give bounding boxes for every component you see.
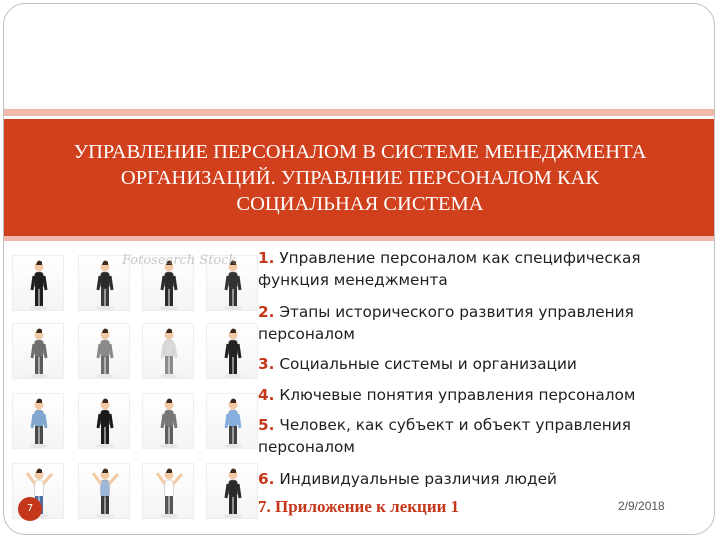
- topic-text: Человек, как субъект и объект управления персоналом: [258, 416, 631, 456]
- person-photo-man-cheering: [142, 463, 194, 519]
- person-photo-man-in-dark-suit-2: [206, 323, 258, 379]
- watermark-text: Fotosearch Stock: [122, 253, 237, 268]
- person-photo-man-jumping: [78, 463, 130, 519]
- title-top-stripe: [4, 109, 715, 116]
- topic-text: Управление персоналом как специфическая функция менеджмента: [258, 249, 641, 289]
- topic-text: Этапы исторического развития управления персоналом: [258, 303, 634, 343]
- slide-title: УПРАВЛЕНИЕ ПЕРСОНАЛОМ В СИСТЕМЕ МЕНЕДЖМЕНТА ОРГАНИЗАЦИЙ. УПРАВЛНИЕ ПЕРСОНАЛОМ КАК СОЦИАЛЬНАЯ СИСТЕМА: [73, 140, 647, 215]
- topic-text: Социальные системы и организации: [274, 355, 577, 373]
- topic-number: 5.: [258, 416, 275, 434]
- topic-number: 4.: [258, 386, 275, 404]
- person-photo-man-in-grey-suit-2: [78, 323, 130, 379]
- topic-item: [258, 353, 698, 375]
- slide-date: 2/9/2018: [618, 499, 665, 513]
- topic-text: Приложение к лекции 1: [270, 497, 460, 516]
- topic-item: [258, 384, 698, 406]
- topic-number: 2.: [258, 303, 275, 321]
- topic-number: 7.: [258, 497, 271, 516]
- topic-number: 1.: [258, 249, 275, 267]
- title-bottom-stripe: [4, 236, 715, 241]
- title-bar: [4, 119, 715, 236]
- topic-text: Ключевые понятия управления персоналом: [274, 386, 636, 404]
- topic-text: Индивидуальные различия людей: [274, 470, 557, 488]
- person-photo-man-running: [206, 463, 258, 519]
- person-photo-man-in-grey-suit-3: [142, 393, 194, 449]
- topic-number: 6.: [258, 470, 275, 488]
- slide-number-badge: 7: [18, 497, 42, 521]
- topic-item: [258, 414, 698, 458]
- person-photo-man-in-black-suit: [78, 393, 130, 449]
- people-image-grid: [12, 247, 257, 517]
- topic-number: 3.: [258, 355, 275, 373]
- person-photo-woman-in-blue-blouse: [206, 393, 258, 449]
- person-photo-woman-in-black-suit: [12, 255, 64, 311]
- topic-item: [258, 301, 698, 345]
- person-photo-man-in-grey-suit: [12, 323, 64, 379]
- person-photo-man-in-light-shirt: [142, 323, 194, 379]
- person-photo-man-in-blue-shirt: [12, 393, 64, 449]
- topic-item: [258, 247, 698, 291]
- topic-item: [258, 468, 698, 490]
